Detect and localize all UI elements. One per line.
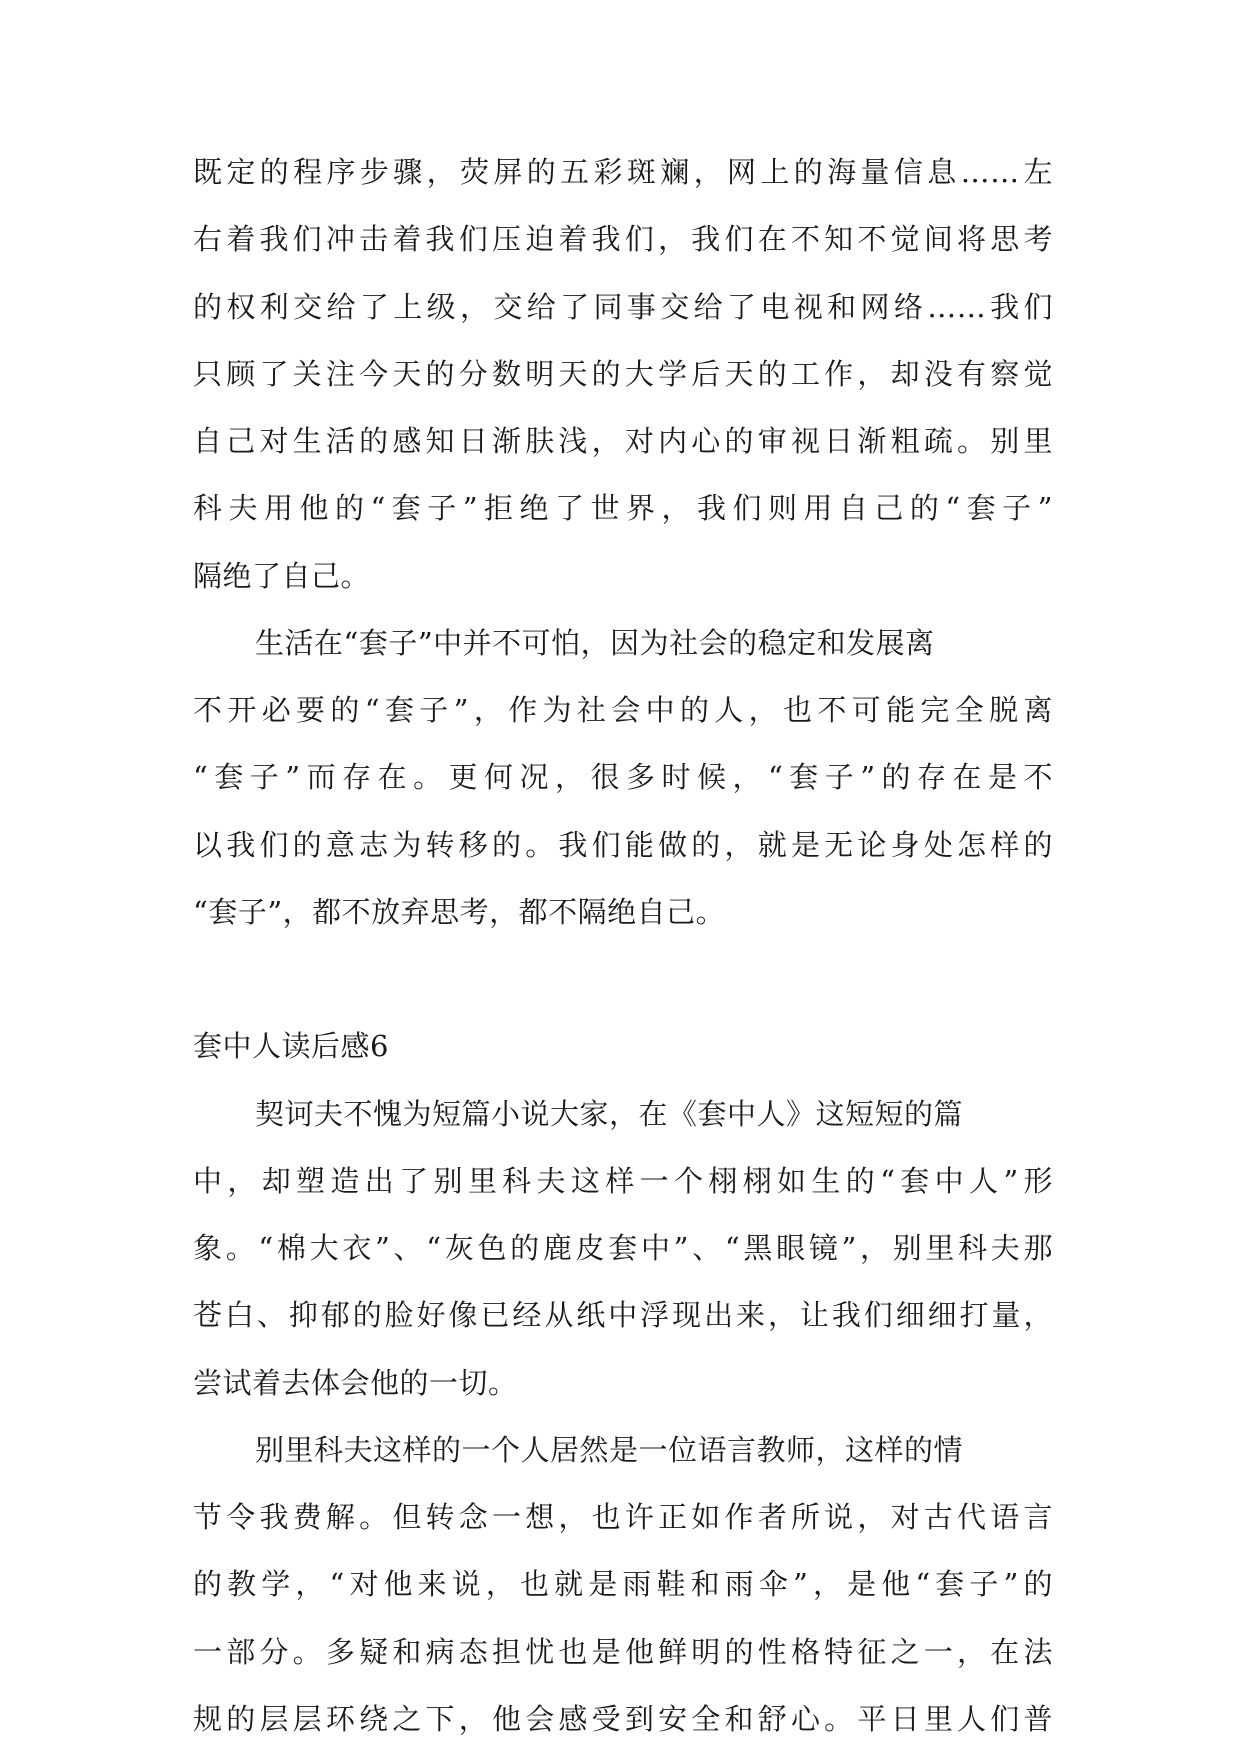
paragraph-line: 不开必要的“套子”，作为社会中的人，也不可能完全脱离	[193, 693, 1053, 727]
paragraph-line: 的权利交给了上级，交给了同事交给了电视和网络……我们	[193, 290, 1053, 324]
paragraph-line: 科夫用他的“套子”拒绝了世界，我们则用自己的“套子”	[193, 491, 1053, 525]
paragraph-line: 中，却塑造出了别里科夫这样一个栩栩如生的“套中人”形	[193, 1164, 1053, 1198]
paragraph-line: 契诃夫不愧为短篇小说大家，在《套中人》这短短的篇	[255, 1097, 964, 1131]
paragraph-line: “套子”而存在。更何况，很多时候，“套子”的存在是不	[193, 760, 1053, 794]
paragraph-line: 象。“棉大衣”、“灰色的鹿皮套中”、“黑眼镜”，别里科夫那	[193, 1231, 1053, 1265]
paragraph-line: 右着我们冲击着我们压迫着我们，我们在不知不觉间将思考	[193, 222, 1053, 256]
paragraph-line: 规的层层环绕之下，他会感受到安全和舒心。平日里人们普	[193, 1702, 1053, 1736]
paragraph-line: 的教学，“对他来说，也就是雨鞋和雨伞”，是他“套子”的	[193, 1567, 1053, 1601]
paragraph-line: 只顾了关注今天的分数明天的大学后天的工作，却没有察觉	[193, 357, 1053, 391]
paragraph-line: 一部分。多疑和病态担忧也是他鲜明的性格特征之一，在法	[193, 1635, 1053, 1669]
paragraph-line: 以我们的意志为转移的。我们能做的，就是无论身处怎样的	[193, 828, 1053, 862]
paragraph-line: 既定的程序步骤，荧屏的五彩斑斓，网上的海量信息……左	[193, 155, 1053, 189]
paragraph-line: 别里科夫这样的一个人居然是一位语言教师，这样的情	[255, 1433, 964, 1467]
paragraph-line: “套子”，都不放弃思考，都不隔绝自己。	[193, 895, 726, 929]
paragraph-line: 生活在“套子”中并不可怕，因为社会的稳定和发展离	[255, 626, 935, 660]
paragraph-line: 苍白、抑郁的脸好像已经从纸中浮现出来，让我们细细打量，	[193, 1298, 1053, 1332]
section-heading: 套中人读后感6	[193, 1029, 389, 1063]
paragraph-line: 自己对生活的感知日渐肤浅，对内心的审视日渐粗疏。别里	[193, 424, 1053, 458]
paragraph-line: 尝试着去体会他的一切。	[193, 1366, 518, 1400]
paragraph-line: 隔绝了自己。	[193, 559, 371, 593]
paragraph-line: 节令我费解。但转念一想，也许正如作者所说，对古代语言	[193, 1500, 1053, 1534]
